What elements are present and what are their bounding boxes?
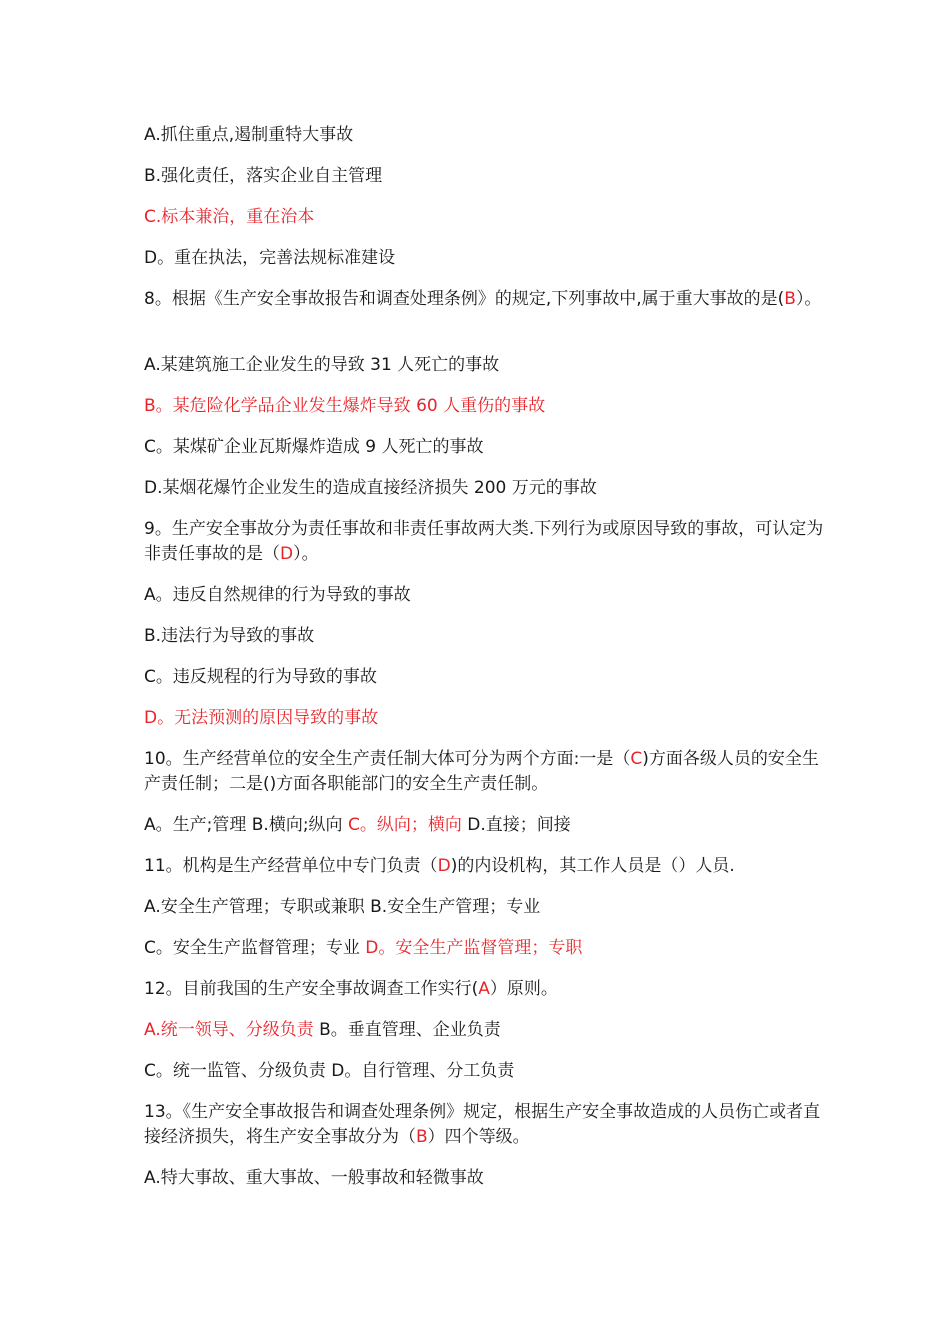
answer-option-line [144,706,824,731]
question-11 [144,854,824,879]
option-line [144,435,824,460]
options-line [144,895,824,920]
question-text-end: ）。 [795,289,822,309]
question-text: 9。生产安全事故分为责任事故和非责任事故两大类.下列行为或原因导致的事故，可认定为非责任事故的是（ [144,519,824,564]
answer-letter: C [630,749,643,769]
answer-option-line [144,205,824,230]
option-text: B.违法行为导致的事故 [144,626,315,646]
answer-letter: A [478,979,490,999]
options-line [144,1059,824,1084]
answer-option-text: C.标本兼治，重在治本 [144,207,315,227]
answer-option-text: D。无法预测的原因导致的事故 [144,708,379,728]
question-text-end: ）四个等级。 [427,1127,530,1147]
question-text: 10。生产经营单位的安全生产责任制大体可分为两个方面:一是（ [144,749,631,769]
option-text: A。违反自然规律的行为导致的事故 [144,585,411,605]
option-text: C。安全生产监督管理；专业 [144,938,366,958]
option-line [144,665,824,690]
options-line [144,813,824,838]
option-line [144,246,824,271]
option-text: C。统一监管、分级负责 D。自行管理、分工负责 [144,1061,515,1081]
option-line [144,624,824,649]
option-line [144,583,824,608]
option-text: A.特大事故、重大事故、一般事故和轻微事故 [144,1168,484,1188]
question-12 [144,977,824,1002]
answer-letter: D [280,544,294,564]
question-text: 12。目前我国的生产安全事故调查工作实行( [144,979,479,999]
answer-option-line [144,394,824,419]
question-text-end: )的内设机构，其工作人员是（）人员. [450,856,735,876]
option-line [144,164,824,189]
option-text: A.安全生产管理；专职或兼职 B.安全生产管理；专业 [144,897,541,917]
question-9 [144,517,824,567]
answer-letter: B [416,1127,428,1147]
option-line [144,1166,824,1191]
option-line [144,353,824,378]
option-line [144,123,824,148]
answer-option-text: C。纵向；横向 [347,815,462,835]
option-text: D。重在执法，完善法规标准建设 [144,248,396,268]
answer-letter: B [784,289,796,309]
option-text: C。违反规程的行为导致的事故 [144,667,377,687]
question-text-end: ）原则。 [489,979,558,999]
answer-option-text: A.统一领导、分级负责 [144,1020,314,1040]
options-line [144,936,824,961]
option-text: B.强化责任，落实企业自主管理 [144,166,383,186]
option-text: A.抓住重点,遏制重特大事故 [144,125,354,145]
option-text: B。垂直管理、企业负责 [313,1020,501,1040]
option-text: D.某烟花爆竹企业发生的造成直接经济损失 200 万元的事故 [144,478,597,498]
answer-letter: D [437,856,451,876]
option-line [144,476,824,501]
answer-option-text: D。安全生产监督管理；专职 [365,938,583,958]
question-text: 11。机构是生产经营单位中专门负责（ [144,856,438,876]
answer-option-text: B。某危险化学品企业发生爆炸导致 60 人重伤的事故 [144,396,546,416]
question-8 [144,287,824,312]
question-text-end: ）。 [293,544,319,564]
option-text: C。某煤矿企业瓦斯爆炸造成 9 人死亡的事故 [144,437,484,457]
question-13 [144,1100,824,1150]
option-text: A.某建筑施工企业发生的导致 31 人死亡的事故 [144,355,500,375]
question-10 [144,747,824,797]
question-text: 13。《生产安全事故报告和调查处理条例》规定，根据生产安全事故造成的人员伤亡或者直接经济损失，将生产安全事故分为（ [144,1102,821,1147]
option-text: D.直接；间接 [461,815,571,835]
option-text: A。生产;管理 B.横向;纵向 [144,815,348,835]
question-text-end: )方面各级人员的安全生产责任制；二是()方面各职能部门的安全生产责任制。 [144,749,819,794]
options-line [144,1018,824,1043]
question-text: 8。根据《生产安全事故报告和调查处理条例》的规定,下列事故中,属于重大事故的是( [144,289,785,309]
